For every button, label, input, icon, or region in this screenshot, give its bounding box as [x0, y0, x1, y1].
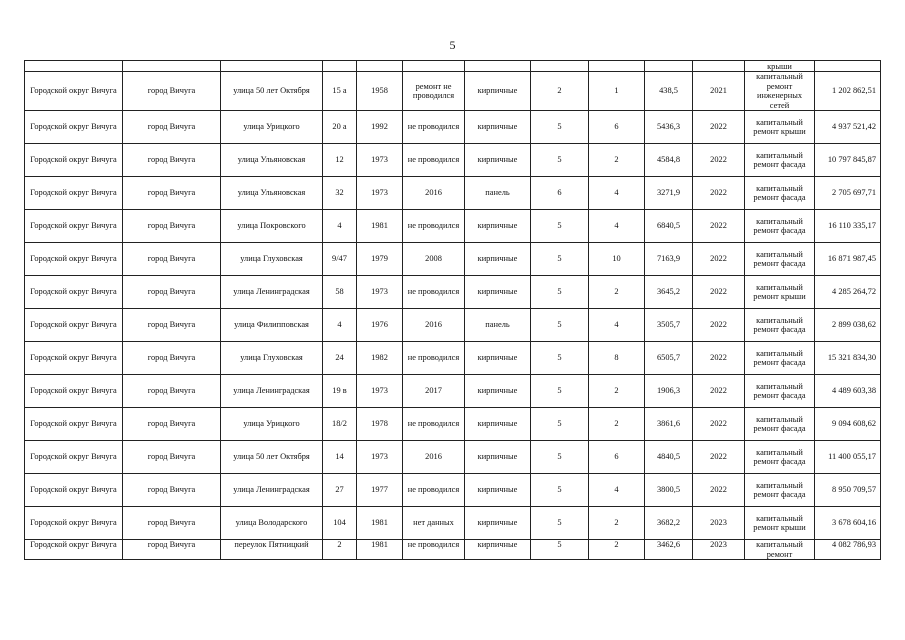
planned-year-cell: 2023 — [693, 507, 745, 540]
house-number-cell: 19 в — [323, 375, 357, 408]
area-cell: 7163,9 — [645, 243, 693, 276]
year-built-cell: 1976 — [357, 309, 403, 342]
municipality-cell: Городской округ Вичуга — [25, 177, 123, 210]
table-row — [25, 375, 881, 408]
cost-cell: 4 489 603,38 — [815, 375, 881, 408]
entrances-cell: 1 — [589, 72, 645, 111]
municipality-cell: Городской округ Вичуга — [25, 408, 123, 441]
street-cell: улица Глуховская — [221, 342, 323, 375]
house-number-cell: 20 а — [323, 111, 357, 144]
floors-cell: 5 — [531, 144, 589, 177]
entrances-cell: 2 — [589, 507, 645, 540]
street-cell: улица Ленинградская — [221, 474, 323, 507]
planned-year-cell: 2022 — [693, 474, 745, 507]
last-repair-cell: не проводился — [403, 540, 465, 560]
work-type-cell: капитальный ремонт фасада — [745, 243, 815, 276]
settlement-cell: город Вичуга — [123, 408, 221, 441]
cost-cell: 10 797 845,87 — [815, 144, 881, 177]
year-built-cell: 1973 — [357, 177, 403, 210]
continuation-row — [25, 61, 881, 72]
entrances-cell: 6 — [589, 441, 645, 474]
last-repair-cell: 2008 — [403, 243, 465, 276]
work-type-cell: капитальный ремонт фасада — [745, 210, 815, 243]
municipality-cell: Городской округ Вичуга — [25, 474, 123, 507]
floors-cell: 6 — [531, 177, 589, 210]
entrances-cell: 4 — [589, 210, 645, 243]
house-number-cell: 24 — [323, 342, 357, 375]
municipality-cell: Городской округ Вичуга — [25, 309, 123, 342]
settlement-cell: город Вичуга — [123, 441, 221, 474]
last-repair-cell: 2017 — [403, 375, 465, 408]
floors-cell: 5 — [531, 408, 589, 441]
municipality-cell: Городской округ Вичуга — [25, 111, 123, 144]
wall-material-cell: кирпичные — [465, 276, 531, 309]
street-cell: улица Филипповская — [221, 309, 323, 342]
page-number: 5 — [449, 38, 456, 52]
wall-material-cell: кирпичные — [465, 210, 531, 243]
table-row — [25, 441, 881, 474]
work-type-cell: капитальный ремонт фасада — [745, 177, 815, 210]
table-row — [25, 144, 881, 177]
entrances-cell: 2 — [589, 144, 645, 177]
area-cell: 4840,5 — [645, 441, 693, 474]
work-type-cell: капитальный ремонт — [745, 540, 815, 560]
floors-cell: 5 — [531, 243, 589, 276]
settlement-cell: город Вичуга — [123, 309, 221, 342]
wall-material-cell: кирпичные — [465, 474, 531, 507]
year-built-cell: 1982 — [357, 342, 403, 375]
house-number-cell: 15 а — [323, 72, 357, 111]
work-type-continuation: крыши — [745, 61, 815, 72]
planned-year-cell: 2021 — [693, 72, 745, 111]
area-cell: 6505,7 — [645, 342, 693, 375]
cost-cell: 11 400 055,17 — [815, 441, 881, 474]
municipality-cell: Городской округ Вичуга — [25, 243, 123, 276]
wall-material-cell: кирпичные — [465, 72, 531, 111]
work-type-cell: капитальный ремонт крыши — [745, 276, 815, 309]
cost-cell: 4 285 264,72 — [815, 276, 881, 309]
year-built-cell: 1973 — [357, 375, 403, 408]
street-cell: улица Покровского — [221, 210, 323, 243]
street-cell: улица Урицкого — [221, 111, 323, 144]
planned-year-cell: 2022 — [693, 375, 745, 408]
settlement-cell: город Вичуга — [123, 375, 221, 408]
area-cell: 3505,7 — [645, 309, 693, 342]
settlement-cell: город Вичуга — [123, 507, 221, 540]
street-cell: улица Урицкого — [221, 408, 323, 441]
year-built-cell: 1981 — [357, 507, 403, 540]
year-built-cell: 1981 — [357, 210, 403, 243]
year-built-cell: 1977 — [357, 474, 403, 507]
planned-year-cell: 2022 — [693, 309, 745, 342]
entrances-cell: 4 — [589, 309, 645, 342]
table-row — [25, 408, 881, 441]
area-cell: 3645,2 — [645, 276, 693, 309]
municipality-cell: Городской округ Вичуга — [25, 441, 123, 474]
year-built-cell: 1992 — [357, 111, 403, 144]
area-cell: 3462,6 — [645, 540, 693, 560]
entrances-cell: 2 — [589, 408, 645, 441]
settlement-cell: город Вичуга — [123, 144, 221, 177]
table-row — [25, 111, 881, 144]
floors-cell: 5 — [531, 507, 589, 540]
cost-cell: 15 321 834,30 — [815, 342, 881, 375]
area-cell: 3682,2 — [645, 507, 693, 540]
house-number-cell: 32 — [323, 177, 357, 210]
planned-year-cell: 2022 — [693, 408, 745, 441]
floors-cell: 5 — [531, 474, 589, 507]
wall-material-cell: кирпичные — [465, 111, 531, 144]
area-cell: 438,5 — [645, 72, 693, 111]
last-repair-cell: не проводился — [403, 210, 465, 243]
municipality-cell: Городской округ Вичуга — [25, 72, 123, 111]
year-built-cell: 1981 — [357, 540, 403, 560]
wall-material-cell: кирпичные — [465, 243, 531, 276]
cost-cell: 4 937 521,42 — [815, 111, 881, 144]
table-row — [25, 342, 881, 375]
area-cell: 3271,9 — [645, 177, 693, 210]
planned-year-cell: 2022 — [693, 144, 745, 177]
last-repair-cell: не проводился — [403, 144, 465, 177]
floors-cell: 5 — [531, 441, 589, 474]
wall-material-cell: панель — [465, 177, 531, 210]
floors-cell: 5 — [531, 540, 589, 560]
area-cell: 5436,3 — [645, 111, 693, 144]
cost-cell: 3 678 604,16 — [815, 507, 881, 540]
house-number-cell: 14 — [323, 441, 357, 474]
planned-year-cell: 2022 — [693, 441, 745, 474]
work-type-cell: капитальный ремонт крыши — [745, 507, 815, 540]
table-row — [25, 276, 881, 309]
last-repair-cell: не проводился — [403, 408, 465, 441]
wall-material-cell: кирпичные — [465, 540, 531, 560]
wall-material-cell: кирпичные — [465, 342, 531, 375]
entrances-cell: 4 — [589, 474, 645, 507]
street-cell: улица Ленинградская — [221, 375, 323, 408]
house-number-cell: 4 — [323, 309, 357, 342]
settlement-cell: город Вичуга — [123, 177, 221, 210]
house-number-cell: 4 — [323, 210, 357, 243]
settlement-cell: город Вичуга — [123, 111, 221, 144]
last-repair-cell: 2016 — [403, 177, 465, 210]
settlement-cell: город Вичуга — [123, 210, 221, 243]
work-type-cell: капитальный ремонт фасада — [745, 474, 815, 507]
settlement-cell: город Вичуга — [123, 342, 221, 375]
area-cell: 3861,6 — [645, 408, 693, 441]
settlement-cell: город Вичуга — [123, 276, 221, 309]
house-number-cell: 27 — [323, 474, 357, 507]
work-type-cell: капитальный ремонт фасада — [745, 144, 815, 177]
street-cell: улица Ленинградская — [221, 276, 323, 309]
cost-cell: 1 202 862,51 — [815, 72, 881, 111]
wall-material-cell: кирпичные — [465, 144, 531, 177]
year-built-cell: 1973 — [357, 441, 403, 474]
cost-cell: 4 082 786,93 — [815, 540, 881, 560]
floors-cell: 5 — [531, 375, 589, 408]
floors-cell: 5 — [531, 276, 589, 309]
last-repair-cell: 2016 — [403, 309, 465, 342]
year-built-cell: 1973 — [357, 276, 403, 309]
municipality-cell: Городской округ Вичуга — [25, 144, 123, 177]
repair-program-table — [24, 60, 881, 560]
last-repair-cell: не проводился — [403, 111, 465, 144]
floors-cell: 5 — [531, 210, 589, 243]
year-built-cell: 1978 — [357, 408, 403, 441]
cost-cell: 2 705 697,71 — [815, 177, 881, 210]
work-type-cell: капитальный ремонт фасада — [745, 309, 815, 342]
cost-cell: 9 094 608,62 — [815, 408, 881, 441]
street-cell: улица Ульяновская — [221, 177, 323, 210]
municipality-cell: Городской округ Вичуга — [25, 375, 123, 408]
settlement-cell: город Вичуга — [123, 72, 221, 111]
last-repair-cell: не проводился — [403, 276, 465, 309]
wall-material-cell: кирпичные — [465, 441, 531, 474]
house-number-cell: 2 — [323, 540, 357, 560]
planned-year-cell: 2022 — [693, 177, 745, 210]
last-repair-cell: не проводился — [403, 474, 465, 507]
wall-material-cell: кирпичные — [465, 375, 531, 408]
work-type-cell: капитальный ремонт фасада — [745, 342, 815, 375]
table-row — [25, 177, 881, 210]
house-number-cell: 104 — [323, 507, 357, 540]
last-repair-cell: не проводился — [403, 342, 465, 375]
settlement-cell: город Вичуга — [123, 474, 221, 507]
table-row — [25, 243, 881, 276]
year-built-cell: 1973 — [357, 144, 403, 177]
municipality-cell: Городской округ Вичуга — [25, 540, 123, 560]
area-cell: 3800,5 — [645, 474, 693, 507]
table-row — [25, 309, 881, 342]
last-repair-cell: ремонт не проводился — [403, 72, 465, 111]
street-cell: улица Ульяновская — [221, 144, 323, 177]
cost-cell: 16 110 335,17 — [815, 210, 881, 243]
municipality-cell: Городской округ Вичуга — [25, 276, 123, 309]
entrances-cell: 10 — [589, 243, 645, 276]
entrances-cell: 2 — [589, 276, 645, 309]
area-cell: 6840,5 — [645, 210, 693, 243]
municipality-cell: Городской округ Вичуга — [25, 342, 123, 375]
street-cell: улица Володарского — [221, 507, 323, 540]
work-type-cell: капитальный ремонт инженерных сетей — [745, 72, 815, 111]
entrances-cell: 2 — [589, 540, 645, 560]
planned-year-cell: 2022 — [693, 210, 745, 243]
house-number-cell: 12 — [323, 144, 357, 177]
floors-cell: 5 — [531, 342, 589, 375]
year-built-cell: 1958 — [357, 72, 403, 111]
settlement-cell: город Вичуга — [123, 243, 221, 276]
work-type-cell: капитальный ремонт крыши — [745, 111, 815, 144]
cost-cell: 8 950 709,57 — [815, 474, 881, 507]
street-cell: улица 50 лет Октября — [221, 72, 323, 111]
area-cell: 4584,8 — [645, 144, 693, 177]
planned-year-cell: 2022 — [693, 342, 745, 375]
wall-material-cell: панель — [465, 309, 531, 342]
table-row — [25, 540, 881, 560]
cost-cell: 16 871 987,45 — [815, 243, 881, 276]
wall-material-cell: кирпичные — [465, 507, 531, 540]
house-number-cell: 58 — [323, 276, 357, 309]
entrances-cell: 4 — [589, 177, 645, 210]
planned-year-cell: 2023 — [693, 540, 745, 560]
house-number-cell: 9/47 — [323, 243, 357, 276]
municipality-cell: Городской округ Вичуга — [25, 210, 123, 243]
street-cell: улица Глуховская — [221, 243, 323, 276]
entrances-cell: 8 — [589, 342, 645, 375]
street-cell: улица 50 лет Октября — [221, 441, 323, 474]
table-row — [25, 72, 881, 111]
last-repair-cell: 2016 — [403, 441, 465, 474]
floors-cell: 5 — [531, 111, 589, 144]
work-type-cell: капитальный ремонт фасада — [745, 408, 815, 441]
planned-year-cell: 2022 — [693, 276, 745, 309]
wall-material-cell: кирпичные — [465, 408, 531, 441]
work-type-cell: капитальный ремонт фасада — [745, 441, 815, 474]
house-number-cell: 18/2 — [323, 408, 357, 441]
planned-year-cell: 2022 — [693, 243, 745, 276]
cost-cell: 2 899 038,62 — [815, 309, 881, 342]
entrances-cell: 2 — [589, 375, 645, 408]
floors-cell: 2 — [531, 72, 589, 111]
street-cell: переулок Пятницкий — [221, 540, 323, 560]
work-type-cell: капитальный ремонт фасада — [745, 375, 815, 408]
table-row — [25, 474, 881, 507]
entrances-cell: 6 — [589, 111, 645, 144]
table-row — [25, 507, 881, 540]
table-row — [25, 210, 881, 243]
last-repair-cell: нет данных — [403, 507, 465, 540]
floors-cell: 5 — [531, 309, 589, 342]
area-cell: 1906,3 — [645, 375, 693, 408]
municipality-cell: Городской округ Вичуга — [25, 507, 123, 540]
settlement-cell: город Вичуга — [123, 540, 221, 560]
year-built-cell: 1979 — [357, 243, 403, 276]
planned-year-cell: 2022 — [693, 111, 745, 144]
